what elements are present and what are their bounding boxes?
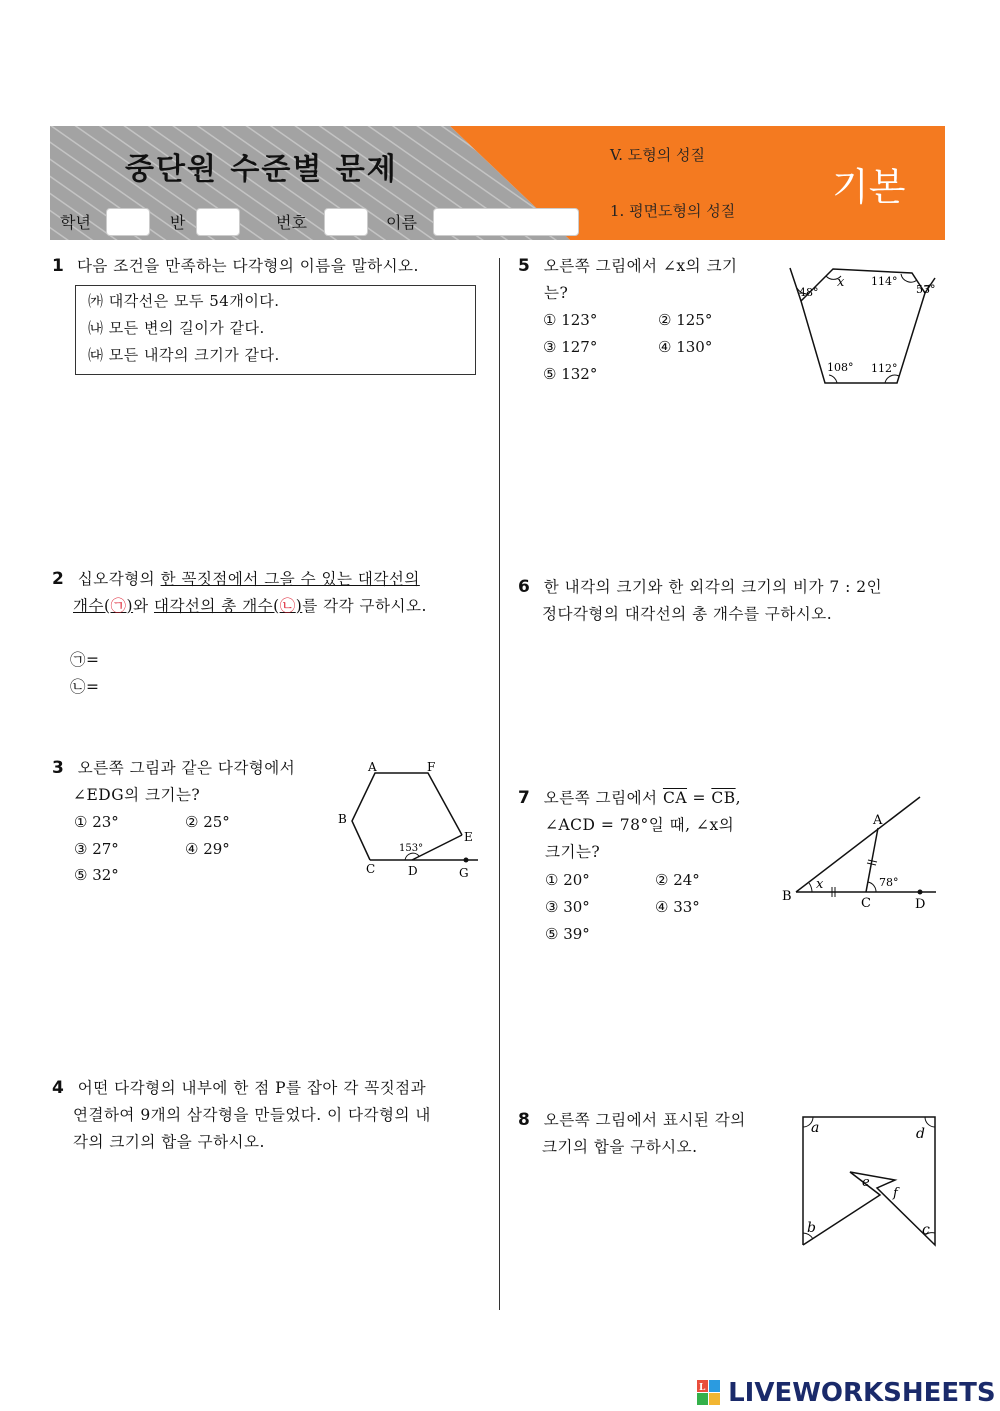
label-E: E [464, 830, 473, 844]
conditions-box [75, 285, 476, 375]
question-number: 5 [518, 256, 531, 276]
angle-53: 53° [916, 283, 936, 296]
label-e: e [862, 1175, 870, 1190]
option-1[interactable]: ① 20° [545, 871, 590, 889]
question-text: 오른쪽 그림에서 ∠x의 크기 [543, 257, 738, 275]
blank-mark-1: ㉠ [110, 597, 127, 615]
class-label: 반 [170, 213, 186, 232]
question-1 [52, 253, 419, 280]
option-3[interactable]: ③ 30° [545, 898, 590, 916]
label-B: B [782, 889, 792, 904]
name-field[interactable] [433, 208, 579, 236]
option-3[interactable]: ③ 127° [543, 338, 598, 356]
subunit-title: 1. 평면도형의 성질 [610, 202, 736, 220]
option-5[interactable]: ⑤ 39° [545, 925, 590, 943]
segment-cb: $\overline{CB}$ [711, 789, 736, 807]
question-3 [52, 755, 295, 809]
number-field[interactable] [324, 208, 368, 236]
condition-3: ㈐ 모든 내각의 크기가 같다. [88, 346, 280, 364]
label-A: A [873, 813, 883, 828]
segment-ca: $\overline{CA}$ [662, 789, 688, 807]
option-4[interactable]: ④ 130° [658, 338, 713, 356]
question-text: 한 내각의 크기와 한 외각의 크기의 비가 7 : 2인 [543, 578, 883, 596]
page-title: 중단원 수준별 문제 [125, 152, 398, 187]
label-D: D [408, 864, 418, 878]
angle-48: 48° [799, 286, 819, 299]
question-text: 연결하여 9개의 삼각형을 만들었다. 이 다각형의 내 [73, 1106, 431, 1124]
question-text: 오른쪽 그림에서 표시된 각의 [543, 1111, 746, 1129]
question-text: 정다각형의 대각선의 총 개수를 구하시오. [542, 605, 833, 623]
label-a: a [811, 1120, 820, 1136]
grade-label: 학년 [60, 213, 91, 232]
answer-2-label: ㉡= [70, 678, 100, 696]
label-B: B [338, 812, 347, 826]
brand-icon [697, 1380, 721, 1406]
label-C: C [861, 896, 871, 911]
question-2 [52, 566, 492, 620]
question-number: 8 [518, 1110, 531, 1130]
question-text: 오른쪽 그림과 같은 다각형에서 [77, 759, 296, 777]
option-3[interactable]: ③ 27° [74, 840, 119, 858]
count-label: 개수( [73, 597, 111, 615]
question-text: 오른쪽 그림에서 [543, 789, 663, 807]
angle-108: 108° [827, 361, 854, 374]
blank-mark-2: ㉡ [279, 597, 296, 615]
label-c: c [922, 1222, 930, 1238]
label-A: A [368, 760, 377, 774]
question-text: 십오각형의 [77, 570, 161, 588]
hexagon-figure [330, 755, 490, 885]
question-number: 4 [52, 1078, 65, 1098]
angle-sum-figure [795, 1110, 945, 1255]
liveworksheets-logo[interactable] [697, 1378, 996, 1408]
question-number: 2 [52, 569, 65, 589]
question-text: ∠ACD = 78°일 때, ∠x의 [545, 816, 735, 834]
question-text: 각의 크기의 합을 구하시오. [73, 1133, 265, 1151]
question-text: 다음 조건을 만족하는 다각형의 이름을 말하시오. [76, 257, 419, 275]
label-f: f [893, 1186, 898, 1201]
column-divider [499, 258, 500, 1310]
name-label: 이름 [386, 213, 417, 232]
option-4[interactable]: ④ 33° [655, 898, 700, 916]
worksheet-header [50, 126, 945, 240]
logo-letter-l: L [699, 1383, 706, 1393]
paren-close: ) [295, 597, 303, 615]
question-text: 어떤 다각형의 내부에 한 점 P를 잡아 각 꼭짓점과 [77, 1079, 427, 1097]
label-D: D [915, 897, 926, 912]
class-field[interactable] [196, 208, 240, 236]
option-1[interactable]: ① 23° [74, 813, 119, 831]
label-G: G [459, 866, 469, 880]
condition-1: ㈎ 대각선은 모두 54개이다. [88, 292, 280, 310]
angle-x: x [816, 877, 824, 892]
angle-153: 153° [399, 843, 424, 854]
option-2[interactable]: ② 25° [185, 813, 230, 831]
condition-2: ㈏ 모든 변의 길이가 같다. [88, 319, 265, 337]
triangle-figure [778, 790, 938, 920]
grade-field[interactable] [106, 208, 150, 236]
question-text: 를 각각 구하시오. [302, 597, 427, 615]
label-F: F [427, 760, 436, 774]
comma: , [735, 789, 742, 807]
question-text: ∠EDG의 크기는? [73, 786, 201, 804]
option-2[interactable]: ② 24° [655, 871, 700, 889]
option-1[interactable]: ① 123° [543, 311, 598, 329]
question-text: 는? [544, 284, 569, 302]
question-number: 6 [518, 577, 531, 597]
angle-114: 114° [871, 275, 898, 288]
equals-sign: = [687, 789, 712, 807]
question-number: 1 [52, 256, 64, 276]
question-6 [518, 574, 948, 628]
connector-text: 와 [133, 597, 154, 615]
question-5 [518, 253, 738, 307]
question-number: 3 [52, 758, 65, 778]
option-5[interactable]: ⑤ 132° [543, 365, 598, 383]
angle-78: 78° [879, 876, 899, 889]
brand-text: LIVEWORKSHEETS [728, 1378, 996, 1408]
unit-title: V. 도형의 성질 [610, 146, 705, 164]
question-text-underlined: 한 꼭짓점에서 그을 수 있는 대각선의 [160, 570, 420, 588]
total-count-label: 대각선의 총 개수( [153, 597, 280, 615]
answer-1-label: ㉠= [70, 651, 100, 669]
label-d: d [916, 1126, 925, 1142]
question-text: 크기의 합을 구하시오. [542, 1138, 698, 1156]
question-7 [518, 785, 741, 866]
question-4 [52, 1075, 492, 1156]
question-8 [518, 1107, 746, 1161]
label-C: C [366, 862, 376, 876]
question-number: 7 [518, 788, 531, 808]
option-2[interactable]: ② 125° [658, 311, 713, 329]
question-text: 크기는? [545, 843, 601, 861]
level-badge: 기본 [832, 165, 906, 209]
paren-close: ) [126, 597, 134, 615]
hexagon-angle-figure [785, 258, 945, 388]
angle-x: x [837, 275, 845, 290]
option-5[interactable]: ⑤ 32° [74, 866, 119, 884]
label-b: b [807, 1220, 816, 1236]
option-4[interactable]: ④ 29° [185, 840, 230, 858]
angle-112: 112° [871, 362, 898, 375]
student-info-row [60, 210, 620, 236]
number-label: 번호 [276, 213, 307, 232]
